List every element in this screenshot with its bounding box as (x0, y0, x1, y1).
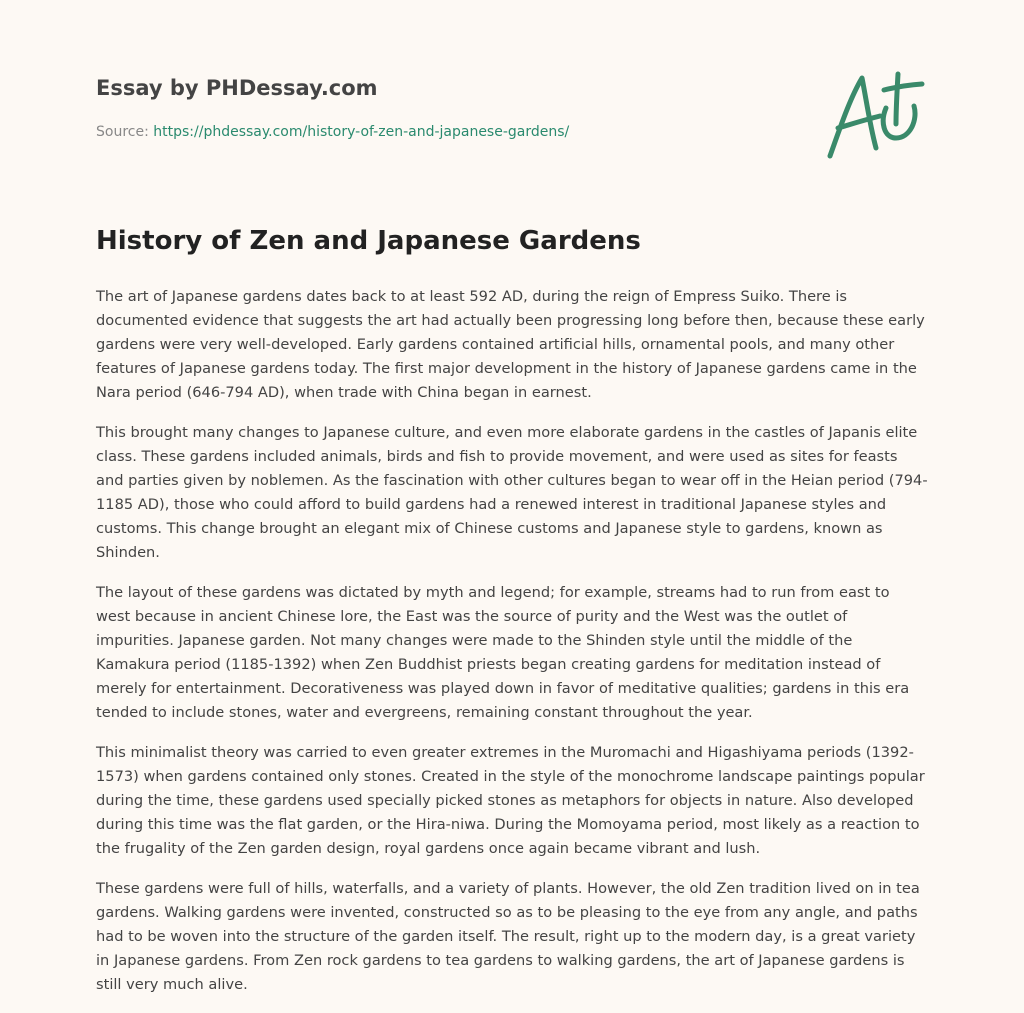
source-link[interactable]: https://phdessay.com/history-of-zen-and-japanese-gardens/ (153, 124, 570, 140)
essay-title: History of Zen and Japanese Gardens (96, 226, 641, 256)
essay-paragraph: The art of Japanese gardens dates back to at least 592 AD, during the reign of Empress Suiko. There is documented evidence that suggests the art had actually been progressing long before then, because these early gardens were very well-developed. Early gardens contained artificial hills, ornamental pools, and many other features of Japanese gardens today. The first major development in the history of Japanese gardens came in the Nara period (646-794 AD), when trade with China began in earnest. (96, 288, 925, 401)
logo-loop (883, 106, 915, 138)
site-title: Essay by PHDessay.com (96, 76, 378, 100)
essay-paragraph: This brought many changes to Japanese culture, and even more elaborate gardens in the castles of Japanis elite class. These gardens included animals, birds and fish to provide movement, and were used as sites for feasts and parties given by noblemen. As the fascination with other cultures began to wear off in the Heian period (794-1185 AD), those who could afford to build gardens had a renewed interest in traditional Japanese styles and customs. This change brought an elegant mix of Chinese customs and Japanese style to gardens, known as Shinden. (96, 424, 928, 561)
logo-plus-vertical (896, 74, 898, 124)
essay-paragraph: These gardens were full of hills, waterfalls, and a variety of plants. However, the old Zen tradition lived on in tea gardens. Walking gardens were invented, constructed so as to be pleasing to the eye from any angle, and paths had to be woven into the structure of the garden itself. The result, right up to the modern day, is a great variety in Japanese gardens. From Zen rock gardens to tea gardens to walking gardens, the art of Japanese gardens is still very much alive. (96, 880, 920, 993)
essay-paragraph: The layout of these gardens was dictated by myth and legend; for example, streams had to run from east to west because in ancient Chinese lore, the East was the source of purity and the West was the outlet of impurities. Japanese garden. Not many changes were made to the Shinden style until the middle of the Kamakura period (1185-1392) when Zen Buddhist priests began creating gardens for meditation instead of merely for entertainment. Decorativeness was played down in favor of meditative qualities; gardens in this era tended to include stones, water and evergreens, remaining constant throughout the year. (96, 584, 910, 721)
source-line (96, 124, 569, 140)
logo-plus-horizontal (884, 84, 922, 90)
essay-paragraph: This minimalist theory was carried to even greater extremes in the Muromachi and Higashiyama periods (1392-1573) when gardens contained only stones. Created in the style of the monochrome landscape paintings popular during the time, these gardens used specially picked stones as metaphors for objects in nature. Also developed during this time was the flat garden, or the Hira-niwa. During the Momoyama period, most likely as a reaction to the frugality of the Zen garden design, royal gardens once again became vibrant and lush. (96, 744, 925, 857)
source-label: Source: (96, 124, 154, 140)
a-plus-logo-icon (824, 68, 928, 164)
essay-body (96, 285, 928, 1013)
